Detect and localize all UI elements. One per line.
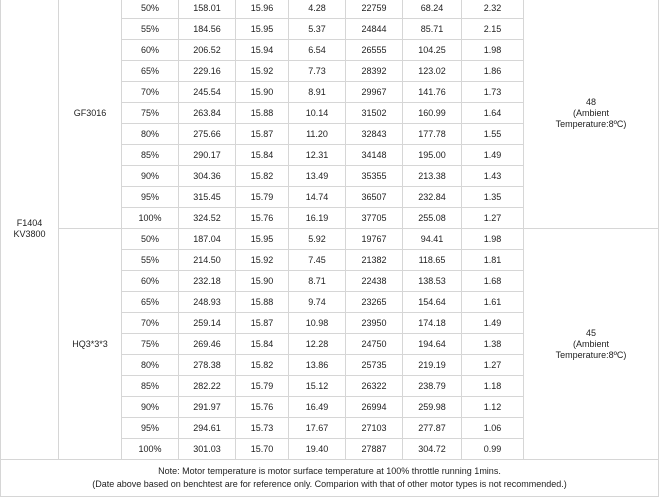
weight-cell: 187.04 [179, 229, 236, 250]
power-cell: 255.08 [403, 208, 462, 229]
rpm-cell: 28392 [346, 61, 403, 82]
temperature-label: (Ambient [572, 107, 609, 118]
throttle-cell: 65% [122, 61, 179, 82]
voltage-cell: 15.96 [236, 0, 289, 19]
power-cell: 123.02 [403, 61, 462, 82]
weight-cell: 269.46 [179, 334, 236, 355]
voltage-cell: 15.70 [236, 439, 289, 460]
efficiency-cell: 1.27 [462, 355, 524, 376]
temperature-value: 48 [585, 96, 596, 107]
current-cell: 8.91 [289, 82, 346, 103]
voltage-cell: 15.92 [236, 250, 289, 271]
throttle-cell: 60% [122, 271, 179, 292]
power-cell: 68.24 [403, 0, 462, 19]
weight-cell: 232.18 [179, 271, 236, 292]
throttle-cell: 85% [122, 145, 179, 166]
current-cell: 14.74 [289, 187, 346, 208]
power-cell: 219.19 [403, 355, 462, 376]
efficiency-cell: 1.81 [462, 250, 524, 271]
weight-cell: 278.38 [179, 355, 236, 376]
throttle-cell: 65% [122, 292, 179, 313]
temperature-label: (Ambient [572, 338, 609, 349]
rpm-cell: 24750 [346, 334, 403, 355]
power-cell: 277.87 [403, 418, 462, 439]
temperature-cell [524, 0, 659, 229]
rpm-cell: 27103 [346, 418, 403, 439]
voltage-cell: 15.82 [236, 166, 289, 187]
rpm-cell: 29967 [346, 82, 403, 103]
rpm-cell: 35355 [346, 166, 403, 187]
efficiency-cell: 1.35 [462, 187, 524, 208]
efficiency-cell: 1.43 [462, 166, 524, 187]
weight-cell: 263.84 [179, 103, 236, 124]
table-row [1, 229, 659, 250]
power-cell: 194.64 [403, 334, 462, 355]
voltage-cell: 15.76 [236, 397, 289, 418]
efficiency-cell: 1.64 [462, 103, 524, 124]
weight-cell: 282.22 [179, 376, 236, 397]
rpm-cell: 26322 [346, 376, 403, 397]
throttle-cell: 75% [122, 334, 179, 355]
rpm-cell: 23265 [346, 292, 403, 313]
weight-cell: 304.36 [179, 166, 236, 187]
weight-cell: 206.52 [179, 40, 236, 61]
voltage-cell: 15.84 [236, 145, 289, 166]
rpm-cell: 25735 [346, 355, 403, 376]
throttle-cell: 100% [122, 208, 179, 229]
efficiency-cell: 1.49 [462, 313, 524, 334]
rpm-cell: 36507 [346, 187, 403, 208]
efficiency-cell: 0.99 [462, 439, 524, 460]
weight-cell: 290.17 [179, 145, 236, 166]
throttle-cell: 75% [122, 103, 179, 124]
power-cell: 85.71 [403, 19, 462, 40]
rpm-cell: 26555 [346, 40, 403, 61]
weight-cell: 229.16 [179, 61, 236, 82]
weight-cell: 248.93 [179, 292, 236, 313]
current-cell: 15.12 [289, 376, 346, 397]
current-cell: 11.20 [289, 124, 346, 145]
efficiency-cell: 1.27 [462, 208, 524, 229]
efficiency-cell: 1.06 [462, 418, 524, 439]
voltage-cell: 15.95 [236, 229, 289, 250]
current-cell: 12.28 [289, 334, 346, 355]
note-line-2: (Date above based on benchtest are for reference only. Comparion with that of other motor types is not recommended.) [92, 479, 567, 489]
throttle-cell: 60% [122, 40, 179, 61]
power-cell: 94.41 [403, 229, 462, 250]
throttle-cell: 90% [122, 397, 179, 418]
temperature-cell [524, 229, 659, 460]
rpm-cell: 22438 [346, 271, 403, 292]
voltage-cell: 15.90 [236, 271, 289, 292]
throttle-cell: 80% [122, 355, 179, 376]
efficiency-cell: 1.38 [462, 334, 524, 355]
throttle-cell: 55% [122, 19, 179, 40]
current-cell: 12.31 [289, 145, 346, 166]
weight-cell: 275.66 [179, 124, 236, 145]
throttle-cell: 70% [122, 82, 179, 103]
efficiency-cell: 1.98 [462, 229, 524, 250]
ambient-temperature: Temperature:8ºC) [555, 349, 627, 360]
current-cell: 7.73 [289, 61, 346, 82]
weight-cell: 245.54 [179, 82, 236, 103]
voltage-cell: 15.76 [236, 208, 289, 229]
motor-model-cell [1, 0, 59, 460]
power-cell: 195.00 [403, 145, 462, 166]
current-cell: 6.54 [289, 40, 346, 61]
current-cell: 19.40 [289, 439, 346, 460]
efficiency-cell: 1.18 [462, 376, 524, 397]
voltage-cell: 15.88 [236, 292, 289, 313]
rpm-cell: 26994 [346, 397, 403, 418]
weight-cell: 214.50 [179, 250, 236, 271]
efficiency-cell: 1.98 [462, 40, 524, 61]
current-cell: 13.49 [289, 166, 346, 187]
current-cell: 9.74 [289, 292, 346, 313]
voltage-cell: 15.79 [236, 376, 289, 397]
efficiency-cell: 1.55 [462, 124, 524, 145]
current-cell: 13.86 [289, 355, 346, 376]
motor-name: F1404 [16, 217, 43, 228]
power-cell: 154.64 [403, 292, 462, 313]
current-cell: 8.71 [289, 271, 346, 292]
voltage-cell: 15.73 [236, 418, 289, 439]
weight-cell: 315.45 [179, 187, 236, 208]
throttle-cell: 95% [122, 418, 179, 439]
power-cell: 174.18 [403, 313, 462, 334]
efficiency-cell: 1.12 [462, 397, 524, 418]
throttle-cell: 70% [122, 313, 179, 334]
power-cell: 177.78 [403, 124, 462, 145]
rpm-cell: 27887 [346, 439, 403, 460]
throttle-cell: 85% [122, 376, 179, 397]
temperature-value: 45 [585, 327, 596, 338]
rpm-cell: 34148 [346, 145, 403, 166]
current-cell: 10.14 [289, 103, 346, 124]
voltage-cell: 15.84 [236, 334, 289, 355]
rpm-cell: 37705 [346, 208, 403, 229]
ambient-temperature: Temperature:8ºC) [555, 118, 627, 129]
power-cell: 160.99 [403, 103, 462, 124]
efficiency-cell: 2.15 [462, 19, 524, 40]
rpm-cell: 22759 [346, 0, 403, 19]
weight-cell: 184.56 [179, 19, 236, 40]
weight-cell: 291.97 [179, 397, 236, 418]
power-cell: 141.76 [403, 82, 462, 103]
note-line-1: Note: Motor temperature is motor surface temperature at 100% throttle running 1mins. [158, 466, 501, 476]
motor-kv: KV3800 [13, 228, 46, 239]
power-cell: 118.65 [403, 250, 462, 271]
current-cell: 17.67 [289, 418, 346, 439]
propeller-cell: GF3016 [59, 0, 122, 229]
note-cell [1, 460, 659, 497]
efficiency-cell: 1.61 [462, 292, 524, 313]
note-row [1, 460, 659, 497]
power-cell: 259.98 [403, 397, 462, 418]
power-cell: 232.84 [403, 187, 462, 208]
weight-cell: 301.03 [179, 439, 236, 460]
efficiency-cell: 1.86 [462, 61, 524, 82]
throttle-cell: 50% [122, 0, 179, 19]
propeller-cell: HQ3*3*3 [59, 229, 122, 460]
current-cell: 5.37 [289, 19, 346, 40]
voltage-cell: 15.90 [236, 82, 289, 103]
voltage-cell: 15.95 [236, 19, 289, 40]
throttle-cell: 100% [122, 439, 179, 460]
current-cell: 16.49 [289, 397, 346, 418]
current-cell: 10.98 [289, 313, 346, 334]
efficiency-cell: 1.49 [462, 145, 524, 166]
current-cell: 5.92 [289, 229, 346, 250]
power-cell: 104.25 [403, 40, 462, 61]
efficiency-cell: 2.32 [462, 0, 524, 19]
rpm-cell: 21382 [346, 250, 403, 271]
throttle-cell: 95% [122, 187, 179, 208]
weight-cell: 324.52 [179, 208, 236, 229]
voltage-cell: 15.79 [236, 187, 289, 208]
throttle-cell: 55% [122, 250, 179, 271]
voltage-cell: 15.94 [236, 40, 289, 61]
throttle-cell: 50% [122, 229, 179, 250]
efficiency-cell: 1.68 [462, 271, 524, 292]
rpm-cell: 23950 [346, 313, 403, 334]
throttle-cell: 80% [122, 124, 179, 145]
voltage-cell: 15.82 [236, 355, 289, 376]
throttle-cell: 90% [122, 166, 179, 187]
voltage-cell: 15.87 [236, 124, 289, 145]
current-cell: 4.28 [289, 0, 346, 19]
weight-cell: 259.14 [179, 313, 236, 334]
rpm-cell: 31502 [346, 103, 403, 124]
rpm-cell: 24844 [346, 19, 403, 40]
current-cell: 16.19 [289, 208, 346, 229]
table-row [1, 0, 659, 19]
power-cell: 213.38 [403, 166, 462, 187]
weight-cell: 158.01 [179, 0, 236, 19]
voltage-cell: 15.87 [236, 313, 289, 334]
rpm-cell: 19767 [346, 229, 403, 250]
efficiency-cell: 1.73 [462, 82, 524, 103]
power-cell: 138.53 [403, 271, 462, 292]
voltage-cell: 15.88 [236, 103, 289, 124]
voltage-cell: 15.92 [236, 61, 289, 82]
power-cell: 304.72 [403, 439, 462, 460]
weight-cell: 294.61 [179, 418, 236, 439]
current-cell: 7.45 [289, 250, 346, 271]
power-cell: 238.79 [403, 376, 462, 397]
rpm-cell: 32843 [346, 124, 403, 145]
